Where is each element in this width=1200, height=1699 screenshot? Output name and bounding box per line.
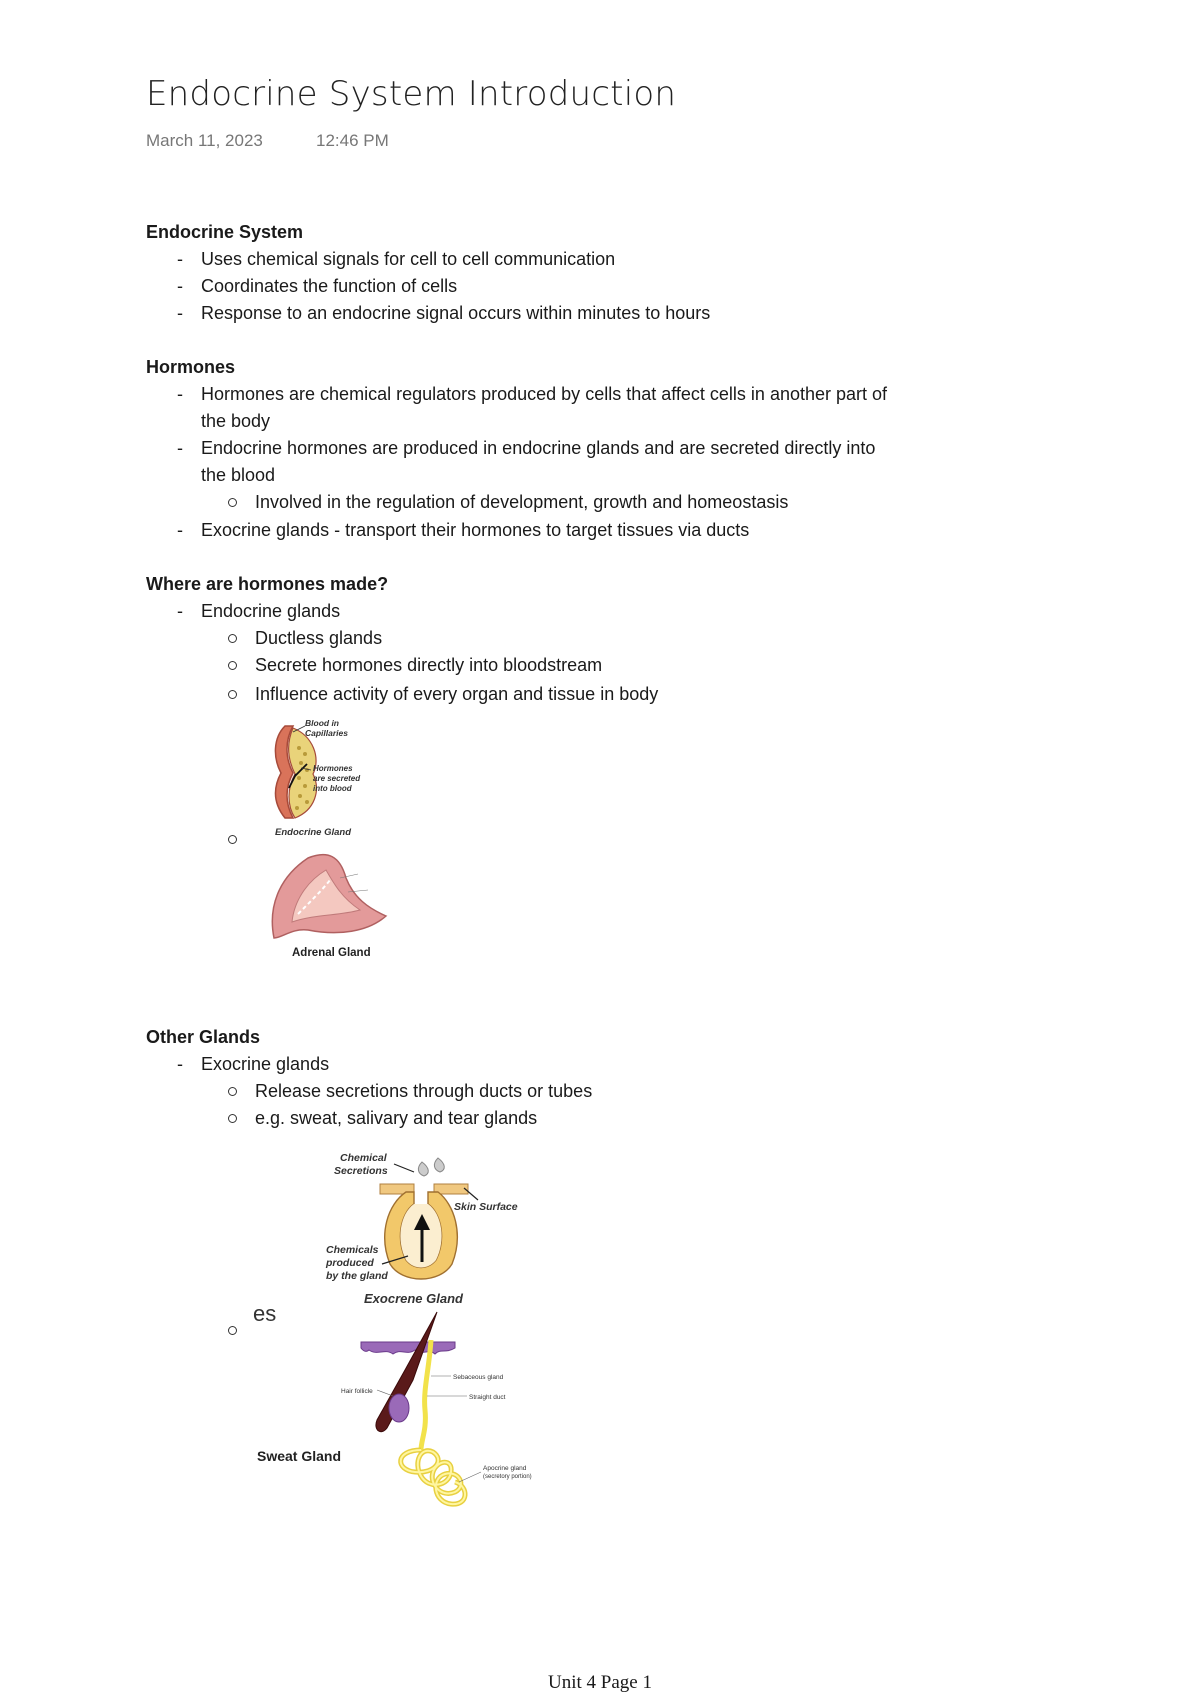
section-heading-where: Where are hormones made? — [146, 574, 389, 594]
bullet-circle — [228, 1114, 237, 1123]
label-blood-l2: Capillaries — [305, 728, 348, 738]
bullet-dash: - — [177, 520, 183, 540]
adrenal-gland-caption: Adrenal Gland — [292, 947, 371, 959]
endocrine-gland-figure — [265, 718, 405, 843]
label-blood-l1: Blood in — [305, 718, 339, 728]
bullet-dash: - — [177, 1054, 183, 1074]
sweat-gland-caption: Sweat Gland — [257, 1448, 342, 1464]
bullet-circle — [228, 1087, 237, 1096]
label-chemical-2: Secretions — [334, 1165, 388, 1177]
endocrine-gland-caption: Endocrine Gland — [275, 827, 352, 838]
sub-list-item: Ductless glands — [255, 628, 383, 648]
label-produced-3: by the gland — [326, 1270, 388, 1282]
label-produced-1: Chemicals — [326, 1244, 379, 1256]
bullet-dash: - — [177, 249, 183, 269]
label-apocrine-2: (secretory portion) — [483, 1474, 532, 1480]
sweat-gland-figure — [245, 1300, 545, 1515]
label-apocrine-1: Apocrine gland — [483, 1465, 527, 1472]
label-chemical-1: Chemical — [340, 1152, 387, 1164]
label-hormones-1: Hormones — [313, 764, 353, 773]
exocrine-gland-figure — [318, 1144, 538, 1309]
list-item-continuation: the body — [201, 411, 271, 431]
exocrine-gland-caption: Exocrene Gland — [364, 1291, 463, 1306]
sub-list-item: Secrete hormones directly into bloodstream — [255, 655, 603, 675]
label-hair-follicle: Hair follicle — [341, 1388, 373, 1395]
page-footer: Unit 4 Page 1 — [548, 1672, 652, 1693]
list-item: Uses chemical signals for cell to cell communication — [201, 249, 616, 269]
label-sebaceous: Sebaceous gland — [453, 1374, 504, 1381]
bullet-circle — [228, 1326, 237, 1335]
bullet-dash: - — [177, 601, 183, 621]
bullet-dash: - — [177, 276, 183, 296]
list-item: Endocrine glands — [201, 601, 341, 621]
list-item: Endocrine hormones are produced in endocrine glands and are secreted directly into — [201, 438, 876, 458]
sub-list-item: Influence activity of every organ and tissue in body — [255, 684, 659, 704]
label-straight-duct: Straight duct — [469, 1394, 506, 1401]
list-item: Hormones are chemical regulators produced by cells that affect cells in another part of — [201, 384, 888, 404]
bullet-dash: - — [177, 303, 183, 323]
sub-list-item: Release secretions through ducts or tubes — [255, 1081, 593, 1101]
list-item: Exocrine glands — [201, 1054, 330, 1074]
bullet-circle — [228, 498, 237, 507]
bullet-circle — [228, 835, 237, 844]
list-item: Response to an endocrine signal occurs within minutes to hours — [201, 303, 711, 323]
section-heading-endocrine: Endocrine System — [146, 222, 304, 242]
fragment-es-text: es — [253, 1301, 277, 1326]
bullet-circle — [228, 690, 237, 699]
page-date: March 11, 2023 — [146, 131, 263, 150]
label-hormones-2: are secreted — [313, 774, 361, 783]
list-item: Coordinates the function of cells — [201, 276, 458, 296]
label-skin-surface: Skin Surface — [454, 1201, 518, 1213]
section-heading-other: Other Glands — [146, 1027, 261, 1047]
label-produced-2: produced — [326, 1257, 374, 1269]
list-item: Exocrine glands - transport their hormones to target tissues via ducts — [201, 520, 750, 540]
bullet-circle — [228, 634, 237, 643]
label-hormones-3: into blood — [313, 784, 352, 793]
page-time: 12:46 PM — [316, 131, 389, 150]
bullet-dash: - — [177, 384, 183, 404]
bullet-dash: - — [177, 438, 183, 458]
page-title: Endocrine System Introduction — [146, 74, 677, 114]
list-item-continuation: the blood — [201, 465, 276, 485]
section-heading-hormones: Hormones — [146, 357, 236, 377]
sub-list-item: e.g. sweat, salivary and tear glands — [255, 1108, 538, 1128]
sub-list-item: Involved in the regulation of development, growth and homeostasis — [255, 492, 789, 512]
adrenal-gland-figure — [268, 848, 398, 960]
bullet-circle — [228, 661, 237, 670]
